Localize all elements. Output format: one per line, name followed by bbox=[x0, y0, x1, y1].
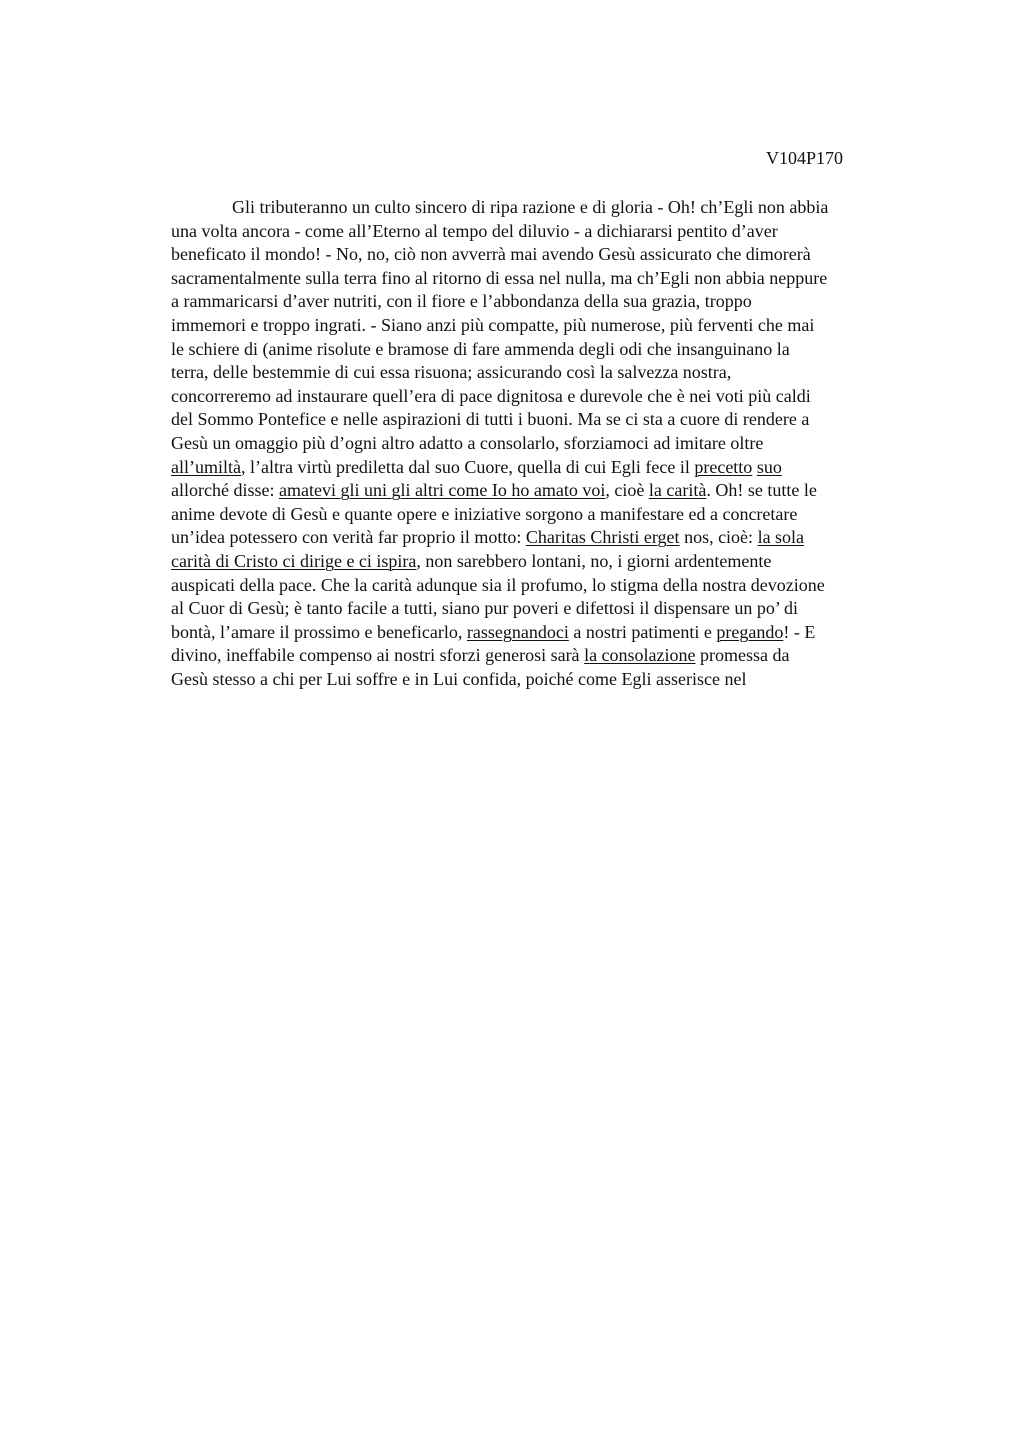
underlined-phrase: precetto bbox=[694, 456, 753, 477]
text-line bbox=[171, 597, 931, 621]
text-segment: le schiere di (anime risolute e bramose di fare ammenda degli odi che insanguinano la bbox=[171, 338, 790, 359]
text-segment: auspicati della pace. Che la carità adunque sia il profumo, lo stigma della nostra devozione bbox=[171, 574, 825, 595]
text-segment: Gli tributeranno un culto sincero di ripa razione e di gloria - Oh! ch’Egli non abbia bbox=[232, 197, 829, 217]
text-segment: divino, ineffabile compenso ai nostri sforzi generosi sarà bbox=[171, 645, 585, 666]
text-segment: concorreremo ad instaurare quell’era di pace dignitosa e durevole che è nei voti più caldi bbox=[171, 385, 811, 406]
text-line bbox=[171, 385, 931, 409]
text-segment: una volta ancora - come all’Eterno al tempo del diluvio - a dichiararsi pentito d’aver bbox=[171, 220, 778, 241]
underlined-phrase: la consolazione bbox=[584, 645, 696, 666]
text-line bbox=[171, 574, 931, 598]
text-line bbox=[171, 456, 931, 480]
text-segment: al Cuor di Gesù; è tanto facile a tutti, siano pur poveri e difettosi il dispensare un po’ di bbox=[171, 598, 799, 619]
body-paragraph bbox=[171, 196, 931, 691]
text-line bbox=[171, 361, 931, 385]
text-line bbox=[171, 314, 931, 338]
text-segment: , cioè bbox=[605, 480, 649, 501]
text-segment: a rammaricarsi d’aver nutriti, con il fiore e l’abbondanza della sua grazia, troppo bbox=[171, 291, 752, 312]
text-line bbox=[171, 243, 931, 267]
text-segment: un’idea potessero con verità far proprio il motto: bbox=[171, 527, 526, 548]
text-line bbox=[171, 290, 931, 314]
underlined-phrase: amatevi gli uni gli altri come Io ho amato voi bbox=[278, 480, 606, 501]
text-segment: sacramentalmente sulla terra fino al ritorno di essa nel nulla, ma ch’Egli non abbia neppure bbox=[171, 267, 828, 288]
text-line bbox=[171, 267, 931, 291]
text-segment: nos, cioè: bbox=[679, 527, 758, 548]
underlined-phrase: all’umiltà bbox=[171, 456, 241, 477]
text-segment: immemori e troppo ingrati. - Siano anzi più compatte, più numerose, più ferventi che mai bbox=[171, 314, 815, 335]
underlined-phrase: la sola bbox=[757, 527, 805, 548]
text-segment: terra, delle bestemmie di cui essa risuona; assicurando così la salvezza nostra, bbox=[171, 362, 732, 383]
text-segment: ! - E bbox=[783, 621, 816, 642]
text-segment: Gesù stesso a chi per Lui soffre e in Lui confida, poiché come Egli asserisce nel bbox=[171, 668, 747, 689]
text-segment: , non sarebbero lontani, no, i giorni ardentemente bbox=[416, 550, 772, 571]
text-segment: a nostri patimenti e bbox=[568, 621, 717, 642]
underlined-phrase: la carità bbox=[648, 480, 707, 501]
text-segment: beneficato il mondo! - No, no, ciò non avverrà mai avendo Gesù assicurato che dimorerà bbox=[171, 244, 811, 265]
text-line bbox=[171, 408, 931, 432]
text-segment: del Sommo Pontefice e nelle aspirazioni di tutti i buoni. Ma se ci sta a cuore di rendere a bbox=[171, 409, 810, 430]
underlined-phrase: Charitas Christi erget bbox=[525, 527, 680, 548]
text-line bbox=[171, 503, 931, 527]
text-segment: . Oh! se tutte le bbox=[706, 480, 817, 501]
text-line bbox=[171, 526, 931, 550]
text-line bbox=[171, 621, 931, 645]
underlined-phrase: pregando bbox=[716, 621, 784, 642]
text-line bbox=[171, 220, 931, 244]
text-line bbox=[171, 668, 931, 692]
text-line bbox=[171, 644, 931, 668]
text-line bbox=[171, 432, 931, 456]
text-segment: anime devote di Gesù e quante opere e iniziative sorgono a manifestare ed a concretare bbox=[171, 503, 798, 524]
text-segment: Gesù un omaggio più d’ogni altro adatto a consolarlo, sforziamoci ad imitare oltre bbox=[171, 432, 764, 453]
underlined-phrase: suo bbox=[756, 456, 782, 477]
text-line bbox=[171, 196, 931, 220]
text-line bbox=[171, 550, 931, 574]
text-segment: bontà, l’amare il prossimo e beneficarlo, bbox=[171, 621, 467, 642]
text-segment: promessa da bbox=[695, 645, 790, 666]
underlined-phrase: carità di Cristo ci dirige e ci ispira bbox=[171, 550, 417, 571]
page-identifier: V104P170 bbox=[766, 148, 844, 168]
underlined-phrase: rassegnandoci bbox=[466, 621, 569, 642]
text-segment: allorché disse: bbox=[171, 480, 279, 501]
text-line bbox=[171, 338, 931, 362]
text-line bbox=[171, 479, 931, 503]
text-segment: , l’altra virtù prediletta dal suo Cuore, quella di cui Egli fece il bbox=[240, 456, 695, 477]
